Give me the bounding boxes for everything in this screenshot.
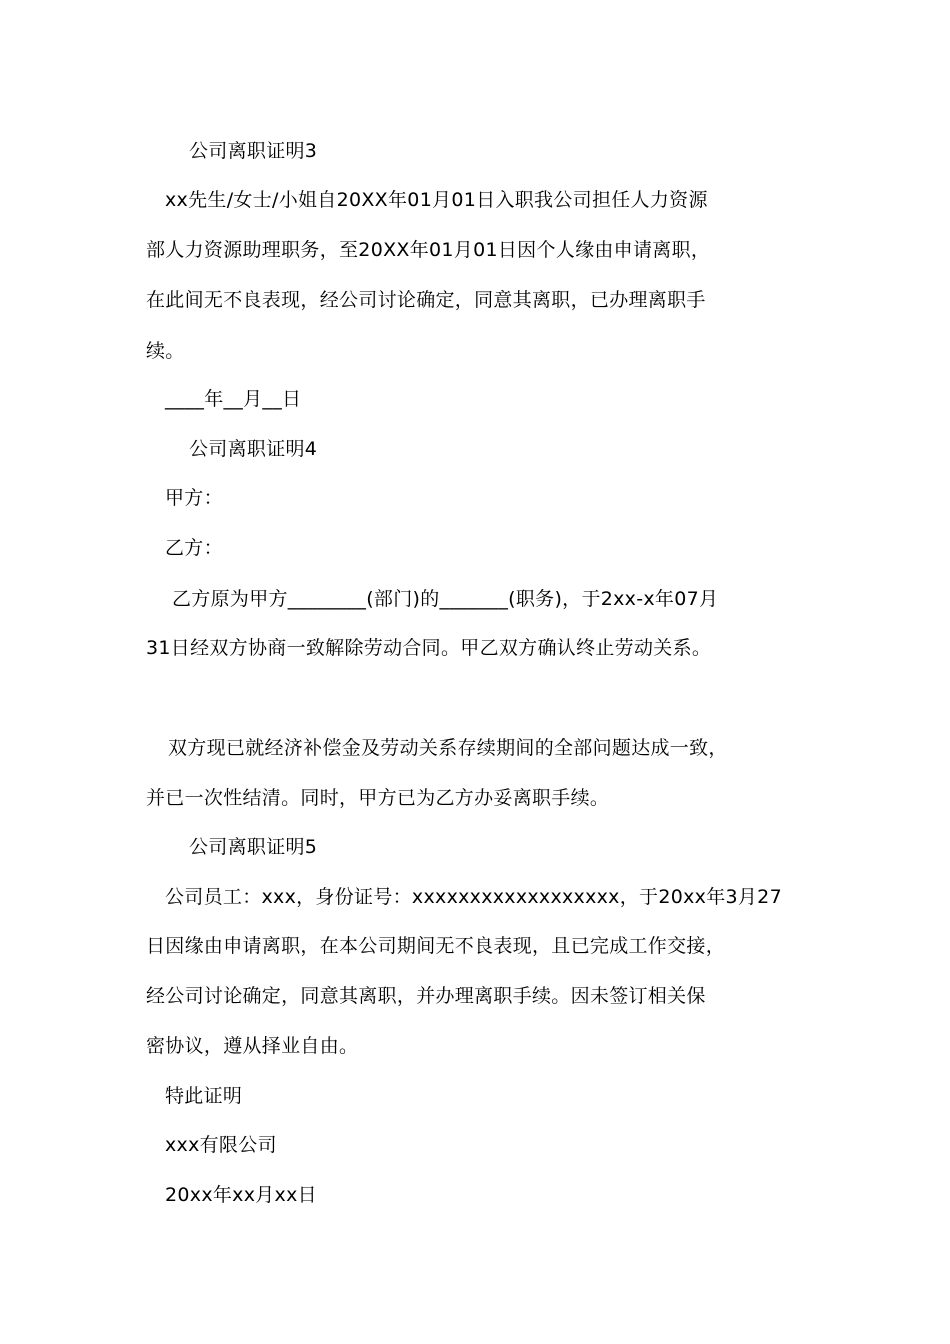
company-name: xxx有限公司 bbox=[165, 1134, 277, 1156]
paragraph-5-line-3: 经公司讨论确定，同意其离职，并办理离职手续。因未签订相关保 bbox=[146, 985, 706, 1007]
paragraph-5-line-1: 公司员工：xxx，身份证号：xxxxxxxxxxxxxxxxxx，于20xx年3月27 bbox=[165, 886, 782, 908]
date-placeholder: ____年__月__日 bbox=[165, 388, 302, 410]
section-title-3: 公司离职证明3 bbox=[189, 140, 318, 162]
party-b-label: 乙方： bbox=[165, 537, 223, 559]
issue-date: 20xx年xx月xx日 bbox=[165, 1184, 317, 1206]
certification-statement: 特此证明 bbox=[165, 1085, 243, 1107]
paragraph-4-line-2: 31日经双方协商一致解除劳动合同。甲乙双方确认终止劳动关系。 bbox=[146, 637, 712, 659]
party-a-label: 甲方： bbox=[165, 487, 223, 509]
paragraph-5-line-4: 密协议，遵从择业自由。 bbox=[146, 1035, 359, 1057]
paragraph-3-line-4: 续。 bbox=[146, 340, 185, 362]
paragraph-3-line-3: 在此间无不良表现，经公司讨论确定，同意其离职，已办理离职手 bbox=[146, 289, 706, 311]
paragraph-4b-line-2: 并已一次性结清。同时，甲方已为乙方办妥离职手续。 bbox=[146, 787, 610, 809]
paragraph-4b-line-1: 双方现已就经济补偿金及劳动关系存续期间的全部问题达成一致， bbox=[168, 737, 728, 759]
paragraph-3-line-1: xx先生/女士/小姐自20XX年01月01日入职我公司担任人力资源 bbox=[165, 189, 708, 211]
paragraph-5-line-2: 日因缘由申请离职，在本公司期间无不良表现，且已完成工作交接， bbox=[146, 935, 726, 957]
section-title-5: 公司离职证明5 bbox=[189, 836, 318, 858]
paragraph-3-line-2: 部人力资源助理职务，至20XX年01月01日因个人缘由申请离职， bbox=[146, 239, 711, 261]
paragraph-4-line-1: 乙方原为甲方________(部门)的_______(职务)，于2xx-x年07月 bbox=[172, 588, 719, 610]
section-title-4: 公司离职证明4 bbox=[189, 438, 318, 460]
